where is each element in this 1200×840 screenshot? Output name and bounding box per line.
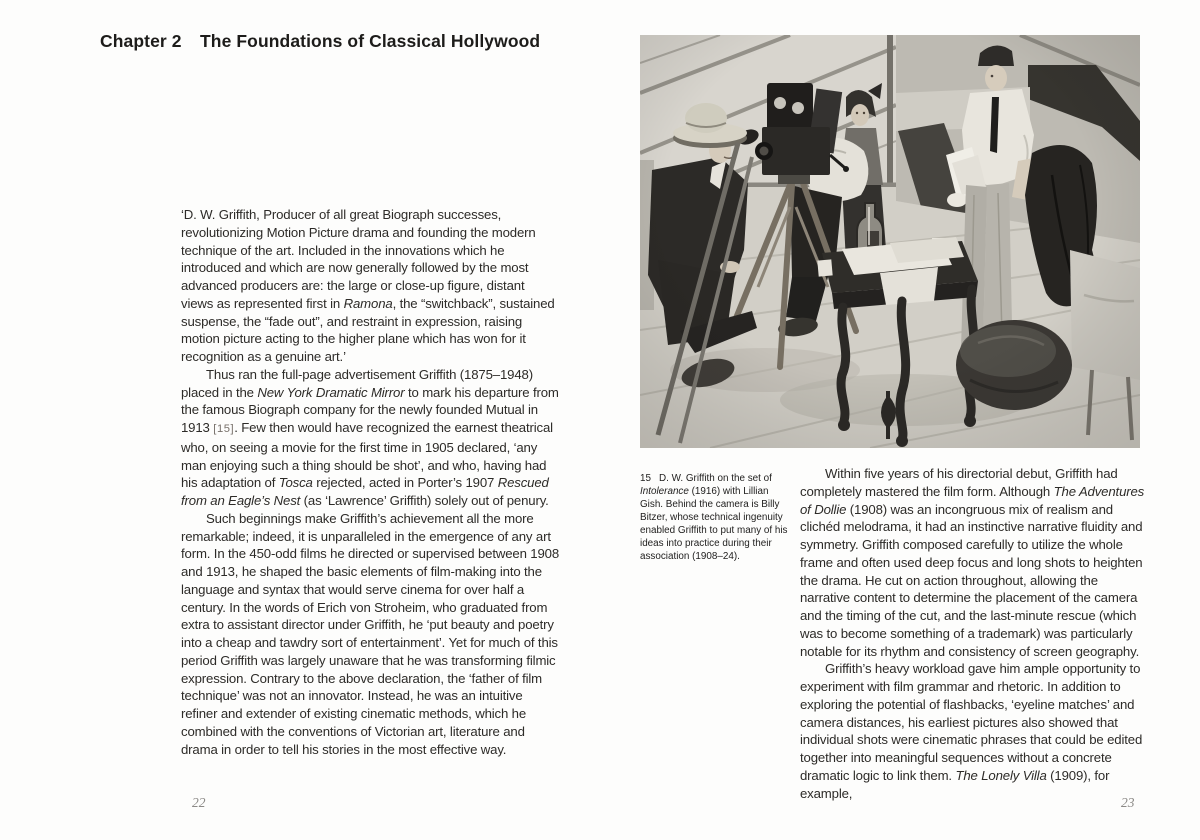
chapter-label: Chapter 2 [100, 31, 182, 51]
body-paragraph: Thus ran the full-page advertisement Griffith (1875–1948) placed in the New York Dramatic Mirror to mark his departure from the famous Biograph company for the newly founded Mutual in 1913 [15]. Few then would have recognized the earnest theatrical who, on seeing a movie for the first time in 1905 declared, ‘any man enjoying such a thing should be shot’, and who, having had his adaptation of Tosca rejected, acted in Porter’s 1907 Rescued from an Eagle’s Nest (as ‘Lawrence’ Griffith) solely out of penury. [181, 366, 559, 508]
griffith-set-photo-illustration [640, 35, 1140, 448]
chapter-title: The Foundations of Classical Hollywood [200, 31, 541, 51]
left-page-text-column [181, 206, 560, 758]
body-paragraph: ‘D. W. Griffith, Producer of all great Biograph successes, revolutionizing Motion Picture drama and founding the modern technique of the art. Included in the innovations which he introduced and which are now generally followed by the most advanced producers are: the large or close-up figure, distant views as represented first in Ramona, the “switchback”, sustained suspense, the “fade out”, and restraint in expression, raising motion picture acting to the higher plane which has won for it recognition as a genuine art.’ [181, 207, 555, 364]
body-paragraph: Griffith’s heavy workload gave him ample opportunity to experiment with film grammar and rhetoric. In addition to exploring the potential of flashbacks, ‘eyeline matches’ and camera distances, his earliest pictures also showed that individual shots were cinematic phrases that could be edited together into meaningful sequences without a concrete dramatic logic to link them. The Lonely Villa (1909), for example, [800, 661, 1143, 801]
page-number-right: 23 [1121, 795, 1135, 810]
body-paragraph: Such beginnings make Griffith’s achievement all the more remarkable; indeed, it is unparalleled in the emergence of any art form. In the 450-odd films he directed or supervised between 1908 and 1913, he shaped the basic elements of film-making into the language and syntax that would serve cinema for over half a century. In the words of Erich von Stroheim, who graduated from extra to assistant director under Griffith, he ‘put beauty and poetry into a cheap and tawdry sort of entertainment’. Yet for much of this period Griffith was largely unaware that he was transforming filmic expression. Contrary to the above declaration, the ‘father of film technique’ was not an innovator. Instead, he was an intuitive refiner and extender of existing cinematic methods, which he combined with the conventions of Victorian art, literature and drama in order to tell his stories in the most effective way. [181, 510, 560, 757]
page-number-left: 22 [192, 795, 206, 810]
right-page-text-column [800, 465, 1147, 802]
figure-caption [640, 472, 794, 563]
caption-text: 15 D. W. Griffith on the set of Intolerance (1916) with Lillian Gish. Behind the camera is Billy Bitzer, whose technical ingenuity enabled Griffith to put many of his ideas into practice during their association (1908–24). [640, 473, 788, 562]
body-paragraph: Within five years of his directorial debut, Griffith had completely mastered the film form. Although The Adventures of Dollie (1908) was an incongruous mix of realism and clichéd melodrama, it had an instinctive narrative fluidity and symmetry. Griffith composed carefully to utilize the whole frame and often used deep focus and long shots to heighten the drama. He cut on action throughout, allowing the narrative content to determine the placement of the camera and the timing of the cut, and the last-minute rescue (which was to become something of a trademark) was particularly notable for its rhythm and consistency of screen geography. [800, 466, 1145, 659]
photo-griffith-on-set [640, 35, 1140, 448]
chapter-heading [100, 31, 540, 52]
